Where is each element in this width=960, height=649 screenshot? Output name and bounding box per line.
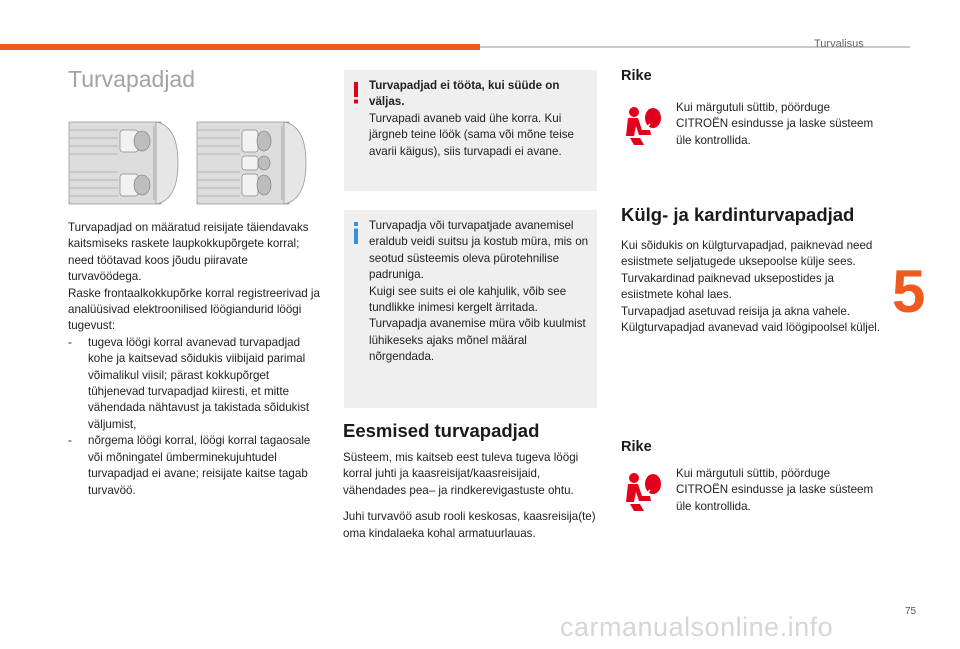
list-item <box>68 335 323 433</box>
front-airbags-heading: Eesmised turvapadjad <box>343 420 540 441</box>
side-airbags-text <box>621 238 883 336</box>
side-airbags-paragraph: Kui sõidukis on külgturvapadjad, paiknevad need esiistmete seljatugede uksepoolse külje sees. <box>621 239 873 269</box>
info-paragraph: Turvapadja avanemise müra võib kuulmist lühikeseks ajaks mõnel määral nõrgendada. <box>369 317 586 364</box>
section-title: Turvalisus <box>814 38 864 50</box>
warning-text <box>369 78 591 160</box>
intro-paragraph: Turvapadjad on määratud reisijate täiendavaks kaitsmiseks raskete laupkokkupõrgete korral; need töötavad koos jõudu piiravate turvavöödega. <box>68 221 309 284</box>
front-airbags-paragraph: Juhi turvavöö asub rooli keskosas, kaasreisija(te) oma kindalaeka kohal armatuurlauas. <box>343 510 596 540</box>
front-airbags-text <box>343 450 598 552</box>
info-paragraph: Turvapadja või turvapatjade avanemisel eraldub veidi suitsu ja kostub müra, mis on seotud süsteemis oleva pürotehnilise padruniga. <box>369 219 589 282</box>
intro-paragraph: Raske frontaalkokkupõrke korral registreerivad ja analüüsivad elektroonilised löögiandurid löögi tugevust: <box>68 286 320 333</box>
warning-title: Turvapadjad ei tööta, kui süüde on väljas. <box>369 79 560 109</box>
intro-text <box>68 220 323 499</box>
list-item-text: tugeva löögi korral avanevad turvapadjad kohe ja kaitsevad sõidukis viibijaid parimal võimalikul viisil; pärast kokkupõrget tühjenevad turvapadjad kiiresti, et mitte vähendada nähtavust ja takistada sõidukist väljumist, <box>88 335 310 431</box>
impact-list <box>68 335 323 499</box>
info-text <box>369 218 591 366</box>
fault-text <box>676 100 876 149</box>
info-paragraph: Kuigi see suits ei ole kahjulik, võib see tundlikke inimesi kergelt ärritada. <box>369 284 567 315</box>
front-airbags-paragraph: Süsteem, mis kaitseb eest tuleva tugeva löögi korral juhti ja kaasreisijat/kaasreisijaid, vähendades pea– ja rindkerevigastuste ohtu. <box>343 451 579 497</box>
warning-body: Turvapadi avaneb vaid ühe korra. Kui järgneb teine löök (sama või mõne teise avarii käigus), siis turvapadi ei avane. <box>369 111 574 158</box>
list-dash: - <box>68 335 72 349</box>
watermark: carmanualsonline.info <box>560 612 834 642</box>
fault-heading: Rike <box>621 439 652 455</box>
warning-box <box>344 70 597 191</box>
van-passenger-seats-top-view <box>196 120 308 206</box>
list-item-text: nõrgema löögi korral, löögi korral tagaosale või mõningatel ümberminekujuhtudel turvapadjad ei avane; reisijate kaitse tagab turvavöö. <box>88 434 311 497</box>
list-dash: - <box>68 434 72 448</box>
fault-paragraph: Kui märgutuli süttib, pöörduge CITROËN esindusse ja laske süsteem üle kontrollida. <box>676 467 874 513</box>
info-box <box>344 210 597 408</box>
side-airbags-paragraph: Turvapadjad asetuvad reisija ja akna vahele. <box>621 304 851 318</box>
info-icon <box>352 222 360 244</box>
side-airbags-paragraph: Turvakardinad paiknevad uksepostides ja esiistmete kohal laes. <box>621 271 834 302</box>
page-number: 75 <box>905 606 917 617</box>
van-front-seats-top-view <box>68 120 180 206</box>
fault-heading: Rike <box>621 68 652 84</box>
airbag-warning-icon <box>624 472 662 512</box>
exclamation-icon <box>352 82 360 104</box>
side-airbags-paragraph: Külgturvapadjad avanevad vaid löögipoolsel küljel. <box>621 321 881 335</box>
fault-text <box>676 466 876 515</box>
side-airbags-heading: Külg- ja kardinturvapadjad <box>621 204 855 225</box>
fault-paragraph: Kui märgutuli süttib, pöörduge CITROËN esindusse ja laske süsteem üle kontrollida. <box>676 101 874 147</box>
chapter-number: 5 <box>892 258 926 325</box>
page-title: Turvapadjad <box>68 66 196 92</box>
list-item <box>68 433 323 499</box>
airbag-warning-icon <box>624 106 662 146</box>
header-accent-bar <box>0 44 480 50</box>
